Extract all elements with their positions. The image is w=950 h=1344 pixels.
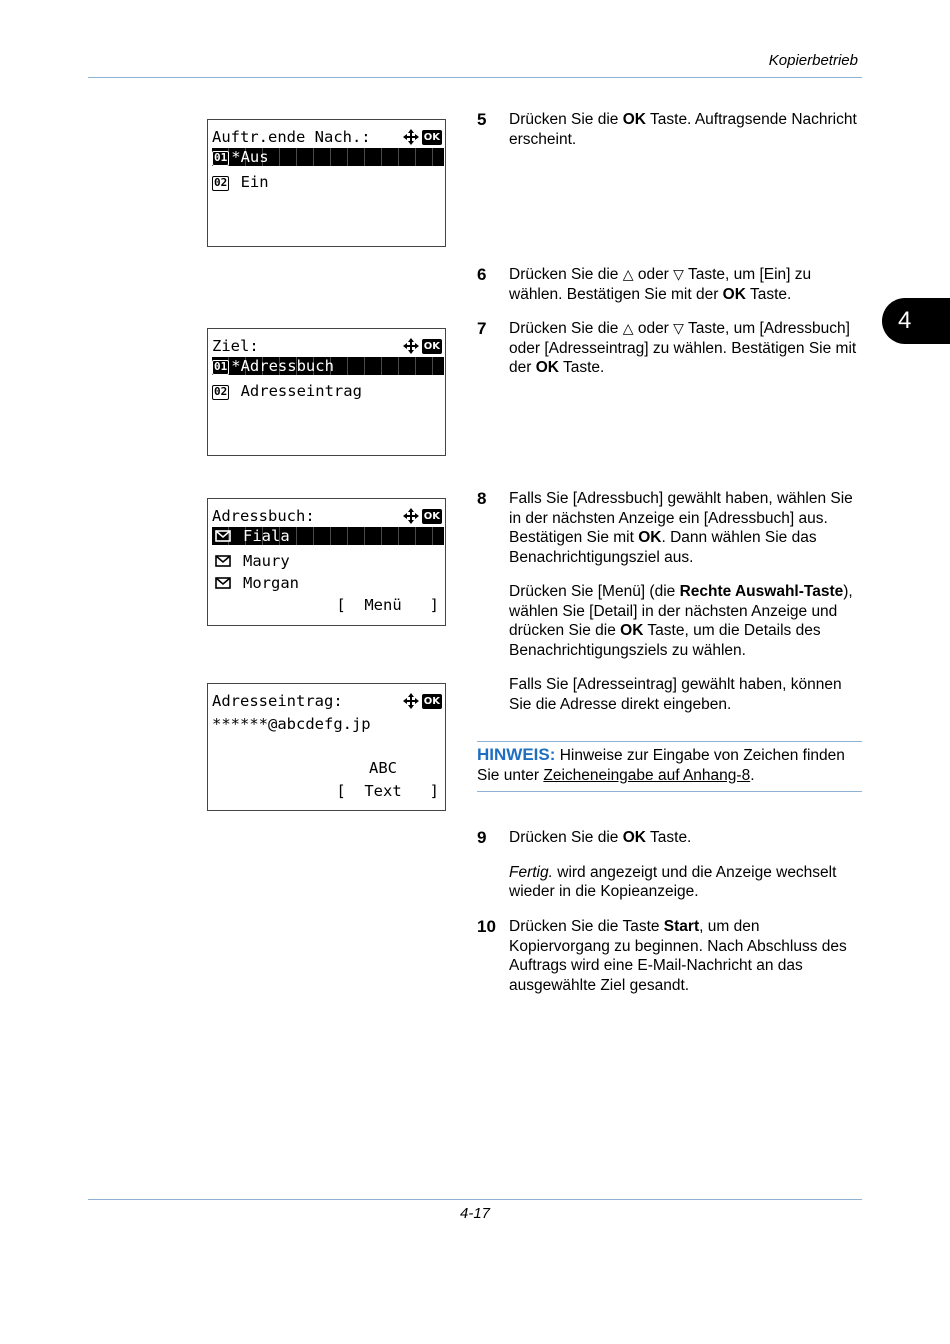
list-item-label: Fiala [243, 527, 290, 545]
step-9 [477, 828, 862, 917]
panel-title: Ziel: [212, 337, 259, 355]
note-box: HINWEIS: Hinweise zur Eingabe von Zeichen finden Sie unter Zeicheneingabe auf Anhang-8. [477, 741, 862, 792]
lcd-panel-destination [207, 328, 446, 456]
step-number: 8 [477, 489, 487, 508]
panel-nav [402, 128, 442, 146]
step-number: 9 [477, 828, 487, 847]
text-softkey: [ Text ] [336, 782, 439, 800]
ok-icon: OK [423, 340, 440, 352]
list-item-label: Adresseintrag [231, 382, 362, 400]
step-text: Drücken Sie die OK Taste. Auftragsende Nachricht erscheint. [509, 111, 857, 148]
lcd-panel-address-book [207, 498, 446, 626]
panel-title: Adresseintrag: [212, 692, 343, 710]
panel-nav [402, 692, 442, 710]
list-item [212, 381, 445, 401]
item-number-badge: 01 [214, 151, 228, 164]
four-way-arrows-icon [402, 337, 420, 355]
ok-icon: OK [423, 131, 440, 143]
step-number: 7 [477, 319, 487, 338]
up-key-icon: △ [622, 320, 634, 336]
step-text: Drücken Sie die △ oder ▽ Taste, um [Adressbuch] oder [Adresseintrag] zu wählen. Bestätigen Sie mit der OK Taste. [509, 320, 857, 376]
step-number: 10 [477, 917, 496, 936]
step-text: Drücken Sie [Menü] (die Rechte Auswahl-Taste), wählen Sie [Detail] in der nächsten Anzeige und drücken Sie die OK Taste, um die Details des Benachrichtigungsziels zu wählen. [509, 583, 853, 659]
panel-nav [402, 507, 442, 525]
page-number: 4-17 [459, 1205, 491, 1222]
list-item-selected [212, 527, 444, 545]
item-number-badge: 01 [214, 360, 228, 373]
step-text: Drücken Sie die Taste Start, um den Kopiervorgang zu beginnen. Nach Abschluss des Auftrags wird eine E-Mail-Nachricht an das ausgewählte Ziel gesandt. [509, 918, 847, 994]
step-8 [477, 489, 862, 729]
step-text: Falls Sie [Adressbuch] gewählt haben, wählen Sie in der nächsten Anzeige ein [Adressbuch] aus. Bestätigen Sie mit OK. Dann wählen Sie das Benachrichtigungsziel aus. [509, 490, 853, 566]
panel-title: Auftr.ende Nach.: [212, 128, 371, 146]
softkey-row [208, 595, 445, 615]
footer-rule [88, 1199, 862, 1200]
panel-nav [402, 337, 442, 355]
list-item-label: *Adressbuch [231, 357, 334, 375]
chapter-tab: 4 [882, 298, 950, 344]
step-number: 6 [477, 265, 487, 284]
list-item [212, 172, 445, 192]
list-item-label: *Aus [231, 148, 269, 166]
step-6 [477, 265, 862, 319]
lcd-panel-job-end-notice [207, 119, 446, 247]
step-5 [477, 110, 862, 164]
list-item-selected [212, 357, 444, 375]
note-label: HINWEIS: [477, 745, 556, 764]
step-10 [477, 917, 862, 1010]
down-key-icon: ▽ [673, 266, 684, 282]
step-text: Drücken Sie die OK Taste. [509, 829, 692, 846]
list-item-label: Ein [231, 173, 269, 191]
note-text: Hinweise zur Eingabe von Zeichen finden Sie unter [477, 747, 845, 784]
envelope-icon [215, 530, 231, 542]
step-text: Falls Sie [Adresseintrag] gewählt haben, können Sie die Adresse direkt eingeben. [509, 676, 842, 713]
step-number: 5 [477, 110, 487, 129]
list-item [212, 551, 445, 571]
ok-icon: OK [423, 695, 440, 707]
four-way-arrows-icon [402, 692, 420, 710]
menu-softkey: [ Menü ] [336, 596, 439, 614]
input-mode: ABC [369, 759, 397, 777]
lcd-panel-address-entry [207, 683, 446, 811]
step-7 [477, 319, 862, 393]
item-number-badge: 02 [214, 385, 228, 398]
down-key-icon: ▽ [673, 320, 684, 336]
address-value: ******@abcdefg.jp [212, 715, 371, 733]
ok-icon: OK [423, 510, 440, 522]
list-item-label: Maury [243, 552, 290, 570]
list-item-label: Morgan [243, 574, 299, 592]
four-way-arrows-icon [402, 507, 420, 525]
item-number-badge: 02 [214, 176, 228, 189]
running-header: Kopierbetrieb [768, 52, 858, 69]
step-text: Fertig. wird angezeigt und die Anzeige wechselt wieder in die Kopieanzeige. [509, 863, 837, 900]
list-item [212, 573, 445, 593]
list-item-selected [212, 148, 444, 166]
envelope-icon [215, 577, 231, 589]
input-mode-row [208, 758, 445, 778]
envelope-icon [215, 555, 231, 567]
panel-title: Adressbuch: [212, 507, 315, 525]
softkey-row [208, 781, 445, 801]
header-rule [88, 77, 862, 78]
up-key-icon: △ [622, 266, 634, 282]
step-text: Drücken Sie die △ oder ▽ Taste, um [Ein] zu wählen. Bestätigen Sie mit der OK Taste. [509, 266, 812, 303]
appendix-link[interactable]: Zeicheneingabe auf Anhang-8 [543, 766, 751, 784]
four-way-arrows-icon [402, 128, 420, 146]
